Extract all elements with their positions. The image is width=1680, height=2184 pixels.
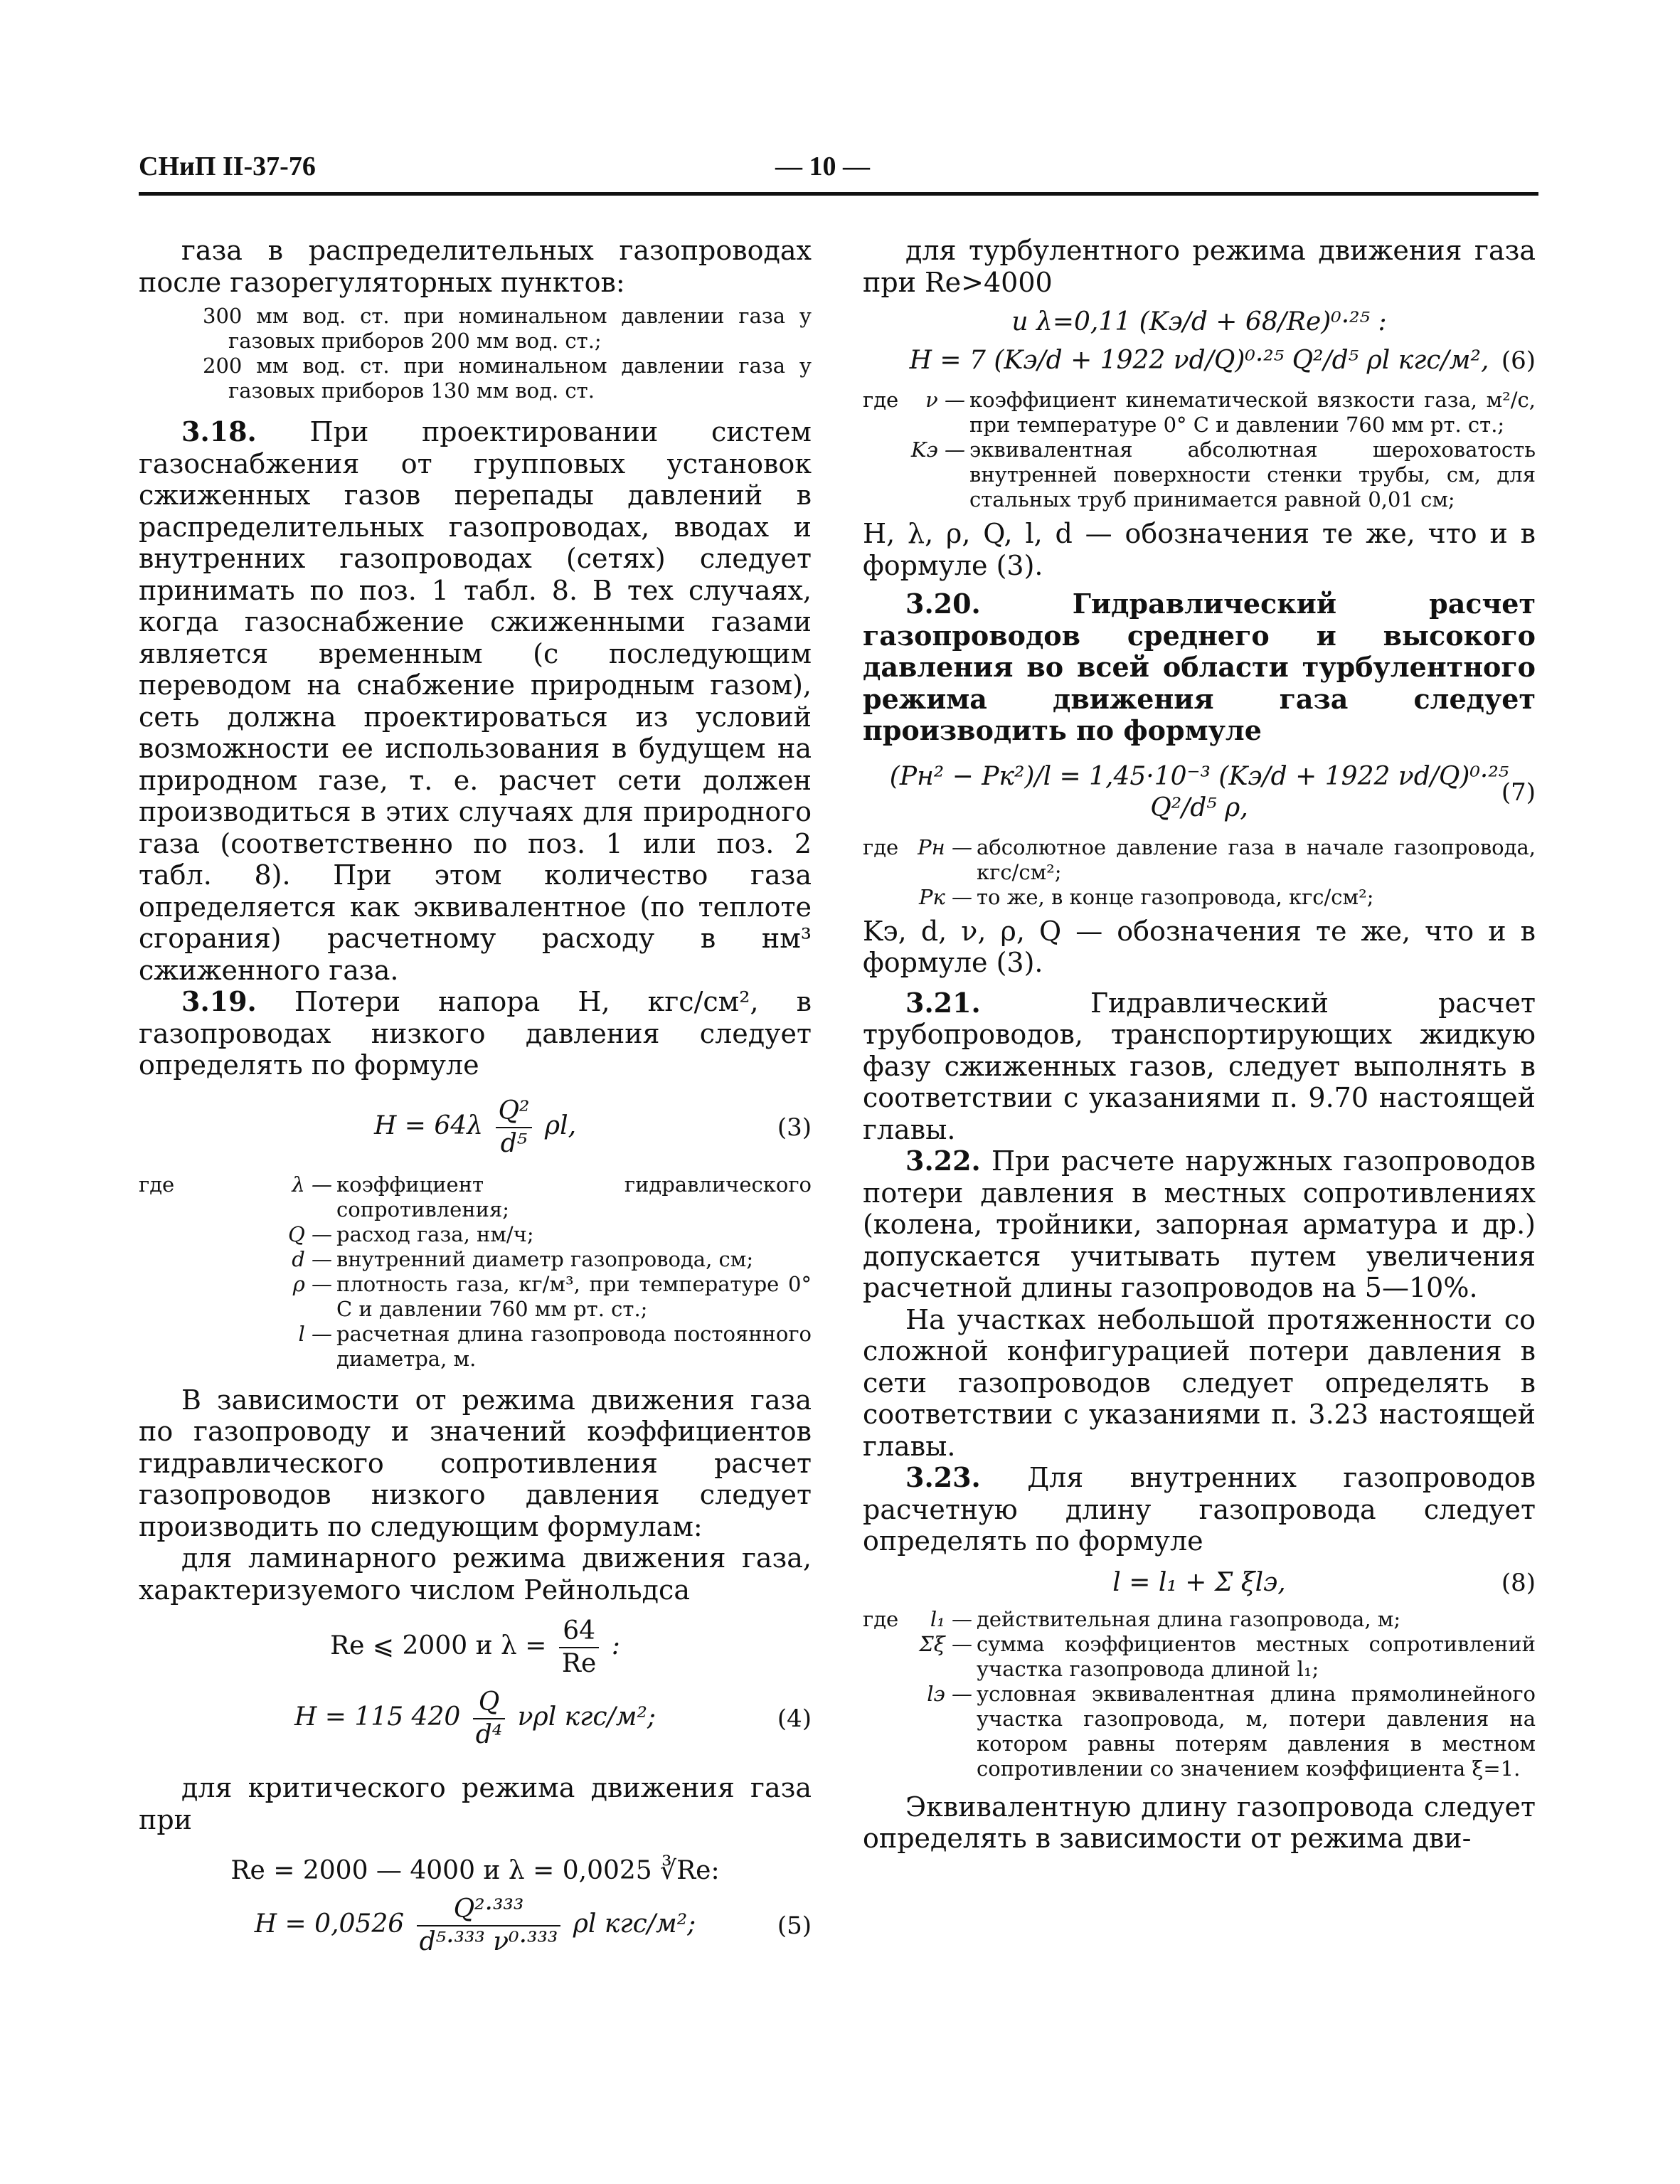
- definition-row: l — расчетная длина газопровода постоянного диаметра, м.: [298, 1321, 812, 1371]
- formula-lhs: H = 64λ: [373, 1110, 484, 1140]
- pressure-item: 300 мм вод. ст. при номинальном давлении газа у газовых приборов 200 мм вод. ст.;: [203, 304, 812, 353]
- final-paragraph: Эквивалентную длину газопровода следует определять в зависимости от режима дви-: [863, 1791, 1536, 1854]
- regime-paragraph: В зависимости от режима движения газа по газопроводу и значений коэффициентов гидравлического сопротивления расчет газопроводов низкого давления следует производить по следующим формулам:: [139, 1384, 812, 1542]
- equation-number: (8): [1501, 1568, 1536, 1597]
- formula-6: H = 7 (Kэ/d + 1922 νd/Q)⁰·²⁵ Q²/d⁵ ρl кгс/м², (6): [909, 346, 1536, 375]
- short-sections-paragraph: На участках небольшой протяженности со сложной конфигурацией потери давления в сети газопроводов следует определять в соответствии с указаниями п. 3.23 настоящей главы.: [863, 1303, 1536, 1462]
- section-3-18: [139, 416, 812, 986]
- section-number: 3.19.: [181, 985, 257, 1017]
- section-text: Потери напора H, кгс/см², в газопроводах низкого давления следует определять по формуле: [139, 986, 812, 1081]
- formula-reynolds-critical: Re = 2000 — 4000 и λ = 0,0025 ∛Re:: [230, 1856, 720, 1885]
- equation-number: (3): [777, 1113, 812, 1142]
- definition-row: ρ — плотность газа, кг/м³, при температуре 0° С и давлении 760 мм рт. ст.;: [292, 1271, 812, 1321]
- formula-7: (Pн² − Pк²)/l = 1,45·10⁻³ (Kэ/d + 1922 νd/Q)⁰·²⁵ Q²/d⁵ ρ, (7): [889, 761, 1536, 822]
- definition-row: d — внутренний диаметр газопровода, см;: [292, 1246, 754, 1271]
- formula-rhs: ρl,: [544, 1110, 577, 1140]
- definition-row: lэ — условная эквивалентная длина прямолинейного участка газопровода, м, потери давления на котором равны потерям давления в местном сопротивлении со значением коэффициента ξ=1.: [927, 1681, 1536, 1781]
- page-number: — 10 —: [775, 152, 870, 181]
- formula-8: l = l₁ + Σ ξlэ, (8): [1112, 1567, 1536, 1597]
- formula-3: [139, 1096, 812, 1160]
- pressure-list: [139, 298, 812, 403]
- section-text: При проектировании систем газоснабжения от групповых установок сжиженных газов перепады давлений в распределительных газопроводах, вводах и внутренних газопроводах (сетях) следует принимать по поз. 1 табл. 8. В тех случаях, когда газоснабжение сжиженными газами является временным (с последующим переводом на снабжение природным газом), сеть должна проектироваться из условий возможности ее использования в будущем на природном газе, т. е. расчет сети должен производиться в этих случаях для природного газа (соответственно по поз. 1 или поз. 2 табл. 8). При этом количество газа определяется как эквивалентное (по теплоте сгорания) расчетному расходу в нм³ сжиженного газа.: [139, 416, 812, 986]
- left-column: [139, 235, 812, 1958]
- section-3-22: 3.22. При расчете наружных газопроводов потери давления в местных сопротивлениях (колена, тройники, запорная арматура и др.) допускается учитывать путем увеличения расчетной длины газопроводов на 5—10%.: [863, 1145, 1536, 1303]
- definition-row: Q — расход газа, нм/ч;: [288, 1221, 534, 1246]
- definition-row: где ν — коэффициент кинематической вязкости газа, м²/с, при температуре 0° С и давлении 760 мм рт. ст.;: [863, 388, 1536, 437]
- equation-number: (4): [777, 1705, 812, 1733]
- intro-paragraph: газа в распределительных газопроводах после газорегуляторных пунктов:: [139, 235, 812, 298]
- definitions-6: [863, 388, 1536, 512]
- section-text: Гидравлический расчет трубопроводов, транспортирующих жидкую фазу сжиженных газов, следует выполнять в соответствии с указаниями п. 9.70 настоящей главы.: [863, 987, 1536, 1145]
- equation-number: (6): [1501, 346, 1536, 375]
- laminar-paragraph: для ламинарного режима движения газа, характеризуемого числом Рейнольдса: [139, 1542, 812, 1606]
- formula-5: H = 0,0526 $\frac{\text{Q²·³³³}}{\text{d⁵·³³³ ν⁰·³³³}}$ ρl кгс/м²; (5): [254, 1894, 812, 1956]
- document-code: СНиП II-37-76: [139, 152, 316, 181]
- definition-row: где λ — коэффициент гидравлического сопротивления;: [139, 1172, 812, 1221]
- right-column: [863, 235, 1536, 1855]
- section-3-23: 3.23. Для внутренних газопроводов расчетную длину газопровода следует определять по формуле: [863, 1461, 1536, 1557]
- definition-row: где l₁ — действительная длина газопровода, м;: [863, 1606, 1401, 1631]
- definition-row: Kэ — эквивалентная абсолютная шероховатость внутренней поверхности стенки трубы, см, для стальных труб принимается равной 0,01 см;: [910, 438, 1536, 511]
- definition-row: Pк — то же, в конце газопровода, кгс/см²;: [918, 884, 1374, 909]
- section-text: Гидравлический расчет газопроводов среднего и высокого давления во всей области турбулентного режима движения газа следует производить по формуле: [863, 588, 1536, 746]
- equation-number: (5): [777, 1912, 812, 1940]
- formula-fraction: $\frac{\text{Q²}}{\text{d⁵}}$: [496, 1096, 533, 1160]
- section-number: 3.18.: [181, 415, 257, 447]
- turbulent-paragraph: для турбулентного режима движения газа при Re>4000: [863, 235, 1536, 298]
- same-notation-1: H, λ, ρ, Q, l, d — обозначения те же, что и в формуле (3).: [863, 518, 1536, 581]
- section-3-20: 3.20. Гидравлический расчет газопроводов среднего и высокого давления во всей области турбулентного режима движения газа следует производить по формуле: [863, 588, 1536, 746]
- header-rule: [139, 192, 1538, 196]
- equation-number: (7): [1501, 778, 1536, 807]
- section-text: При расчете наружных газопроводов потери давления в местных сопротивлениях (колена, тройники, запорная арматура и др.) допускается учитывать путем увеличения расчетной длины газопроводов на 5—10%.: [863, 1145, 1536, 1303]
- definition-row: Σξ — сумма коэффициентов местных сопротивлений участка газопровода длиной l₁;: [919, 1631, 1536, 1681]
- definitions-7: [863, 835, 1536, 910]
- formula-reynolds-laminar: Re ⩽ 2000 и λ = $\frac{64}{Re}$ :: [330, 1616, 620, 1678]
- section-3-19: [139, 986, 812, 1081]
- critical-paragraph: для критического режима движения газа при: [139, 1772, 812, 1835]
- formula-lambda-turbulent: и λ=0,11 (Kэ/d + 68/Re)⁰·²⁵ :: [1011, 307, 1387, 336]
- same-notation-2: Kэ, d, ν, ρ, Q — обозначения те же, что и в формуле (3).: [863, 915, 1536, 978]
- definition-row: где Pн — абсолютное давление газа в начале газопровода, кгс/см²;: [863, 834, 1536, 884]
- pressure-item: 200 мм вод. ст. при номинальном давлении газа у газовых приборов 130 мм вод. ст.: [203, 354, 812, 403]
- definitions-8: [863, 1607, 1536, 1781]
- section-text: Для внутренних газопроводов расчетную длину газопровода следует определять по формуле: [863, 1462, 1536, 1557]
- formula-4: H = 115 420 $\frac{Q}{\text{d⁴}}$ νρl кгс/м²; (4): [294, 1687, 812, 1749]
- section-3-21: 3.21. Гидравлический расчет трубопроводов, транспортирующих жидкую фазу сжиженных газов, следует выполнять в соответствии с указаниями п. 9.70 настоящей главы.: [863, 986, 1536, 1145]
- definitions-3: [139, 1172, 812, 1372]
